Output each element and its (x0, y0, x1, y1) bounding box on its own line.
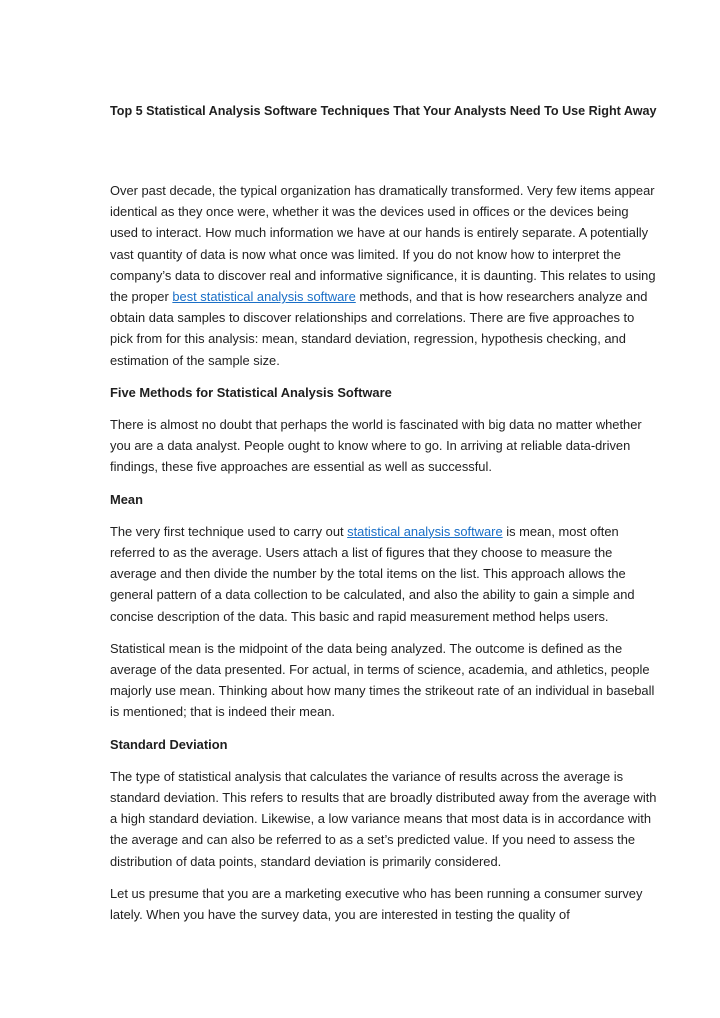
mean-heading: Mean (110, 491, 143, 507)
statistical-analysis-software-link[interactable]: statistical analysis software (347, 523, 503, 539)
mean-paragraph-1 (110, 521, 658, 627)
intro-text-before-link: Over past decade, the typical organization has dramatically transformed. Very few items appear identical as they once were, whether it was the devices used in offices or the devices being used to interact. How much information we have at our hands is entirely separate. A potentially vast quantity of data is now what once was limited. If you do not know how to interpret the company’s data to discover real and informative significance, it is daunting. This relates to using the proper (110, 183, 656, 305)
standard-deviation-paragraph-2: Let us presume that you are a marketing executive who has been running a consumer survey lately. When you have the survey data, you are interested in testing the quality of (110, 885, 643, 923)
mean-text-after-link: is mean, most often referred to as the average. Users attach a list of figures that they choose to measure the average and then divide the number by the total items on the list. This approach allows the general pattern of a data collection to be calculated, and also the ability to gain a simple and concise description of the data. This basic and rapid measurement method helps users. (110, 523, 635, 624)
methods-paragraph: There is almost no doubt that perhaps the world is fascinated with big data no matter whether you are a data analyst. People ought to know where to go. In arriving at reliable data-driven findings, these five approaches are essential as well as successful. (110, 417, 642, 475)
best-statistical-analysis-software-link[interactable]: best statistical analysis software (172, 289, 356, 305)
mean-paragraph-2: Statistical mean is the midpoint of the data being analyzed. The outcome is defined as the average of the data presented. For actual, in terms of science, academia, and athletics, people majorly use mean. Thinking about how many times the strikeout rate of an individual in baseball is mentioned; that is indeed their mean. (110, 640, 655, 720)
document-body (110, 180, 658, 936)
methods-heading: Five Methods for Statistical Analysis Software (110, 384, 392, 400)
standard-deviation-heading: Standard Deviation (110, 736, 228, 752)
intro-paragraph (110, 180, 658, 371)
intro-text-after-link: methods, and that is how researchers analyze and obtain data samples to discover relationships and correlations. There are five approaches to pick from for this analysis: mean, standard deviation, regression, hypothesis checking, and estimation of the sample size. (110, 289, 648, 368)
mean-text-before-link: The very first technique used to carry out (110, 523, 348, 539)
standard-deviation-paragraph-1: The type of statistical analysis that calculates the variance of results across the average is standard deviation. This refers to results that are broadly distributed away from the average with a high standard deviation. Likewise, a low variance means that most data is in accordance with the average and can also be referred to as a set’s predicted value. If you need to assess the distribution of data points, standard deviation is primarily considered. (110, 768, 657, 869)
document-title: Top 5 Statistical Analysis Software Techniques That Your Analysts Need To Use Right Away (110, 104, 657, 118)
